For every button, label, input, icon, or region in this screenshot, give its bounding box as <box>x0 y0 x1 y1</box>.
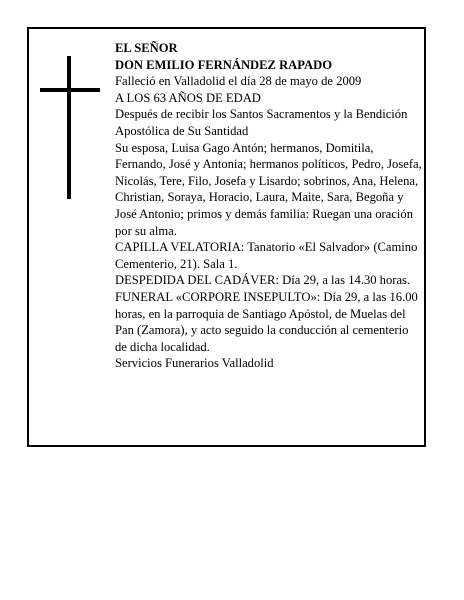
farewell-info: DESPEDIDA DEL CADÁVER: Día 29, a las 14.30 horas. <box>115 273 411 288</box>
cross-vertical-bar <box>67 56 71 199</box>
chapel-info: CAPILLA VELATORIA: Tanatorio «El Salvador» (Camino Cementerio, 21). Sala 1. <box>115 240 418 271</box>
sacraments-statement: Después de recibir los Santos Sacramentos y la Bendición Apostólica de Su Santidad <box>115 107 408 138</box>
notice-title: EL SEÑOR <box>115 41 178 55</box>
funeral-services: Servicios Funerarios Valladolid <box>115 356 274 371</box>
cross-icon <box>40 56 100 199</box>
death-statement: Falleció en Valladolid el día 28 de mayo de 2009 <box>115 74 362 89</box>
obituary-text <box>115 40 423 372</box>
funeral-info: FUNERAL «CORPORE INSEPULTO»: Día 29, a las 16.00 horas, en la parroquia de Santiago Apóstol, de Muelas del Pan (Zamora), y acto seguido la conducción al cementerio de dicha localidad. <box>115 289 418 354</box>
family-statement: Su esposa, Luisa Gago Antón; hermanos, Domitila, Fernando, José y Antonia; hermanos políticos, Pedro, Josefa, Nicolás, Tere, Filo, Josefa y Lisardo; sobrinos, Ana, Helena, Christian, Soraya, Horacio, Laura, Maite, Sara, Begoña y José Antonio; primos y demás familia: Ruegan una oración por su alma. <box>115 140 422 238</box>
deceased-name: DON EMILIO FERNÁNDEZ RAPADO <box>115 57 333 72</box>
obituary-notice <box>27 27 426 447</box>
age-statement: A LOS 63 AÑOS DE EDAD <box>115 90 261 105</box>
cross-horizontal-bar <box>40 88 100 92</box>
